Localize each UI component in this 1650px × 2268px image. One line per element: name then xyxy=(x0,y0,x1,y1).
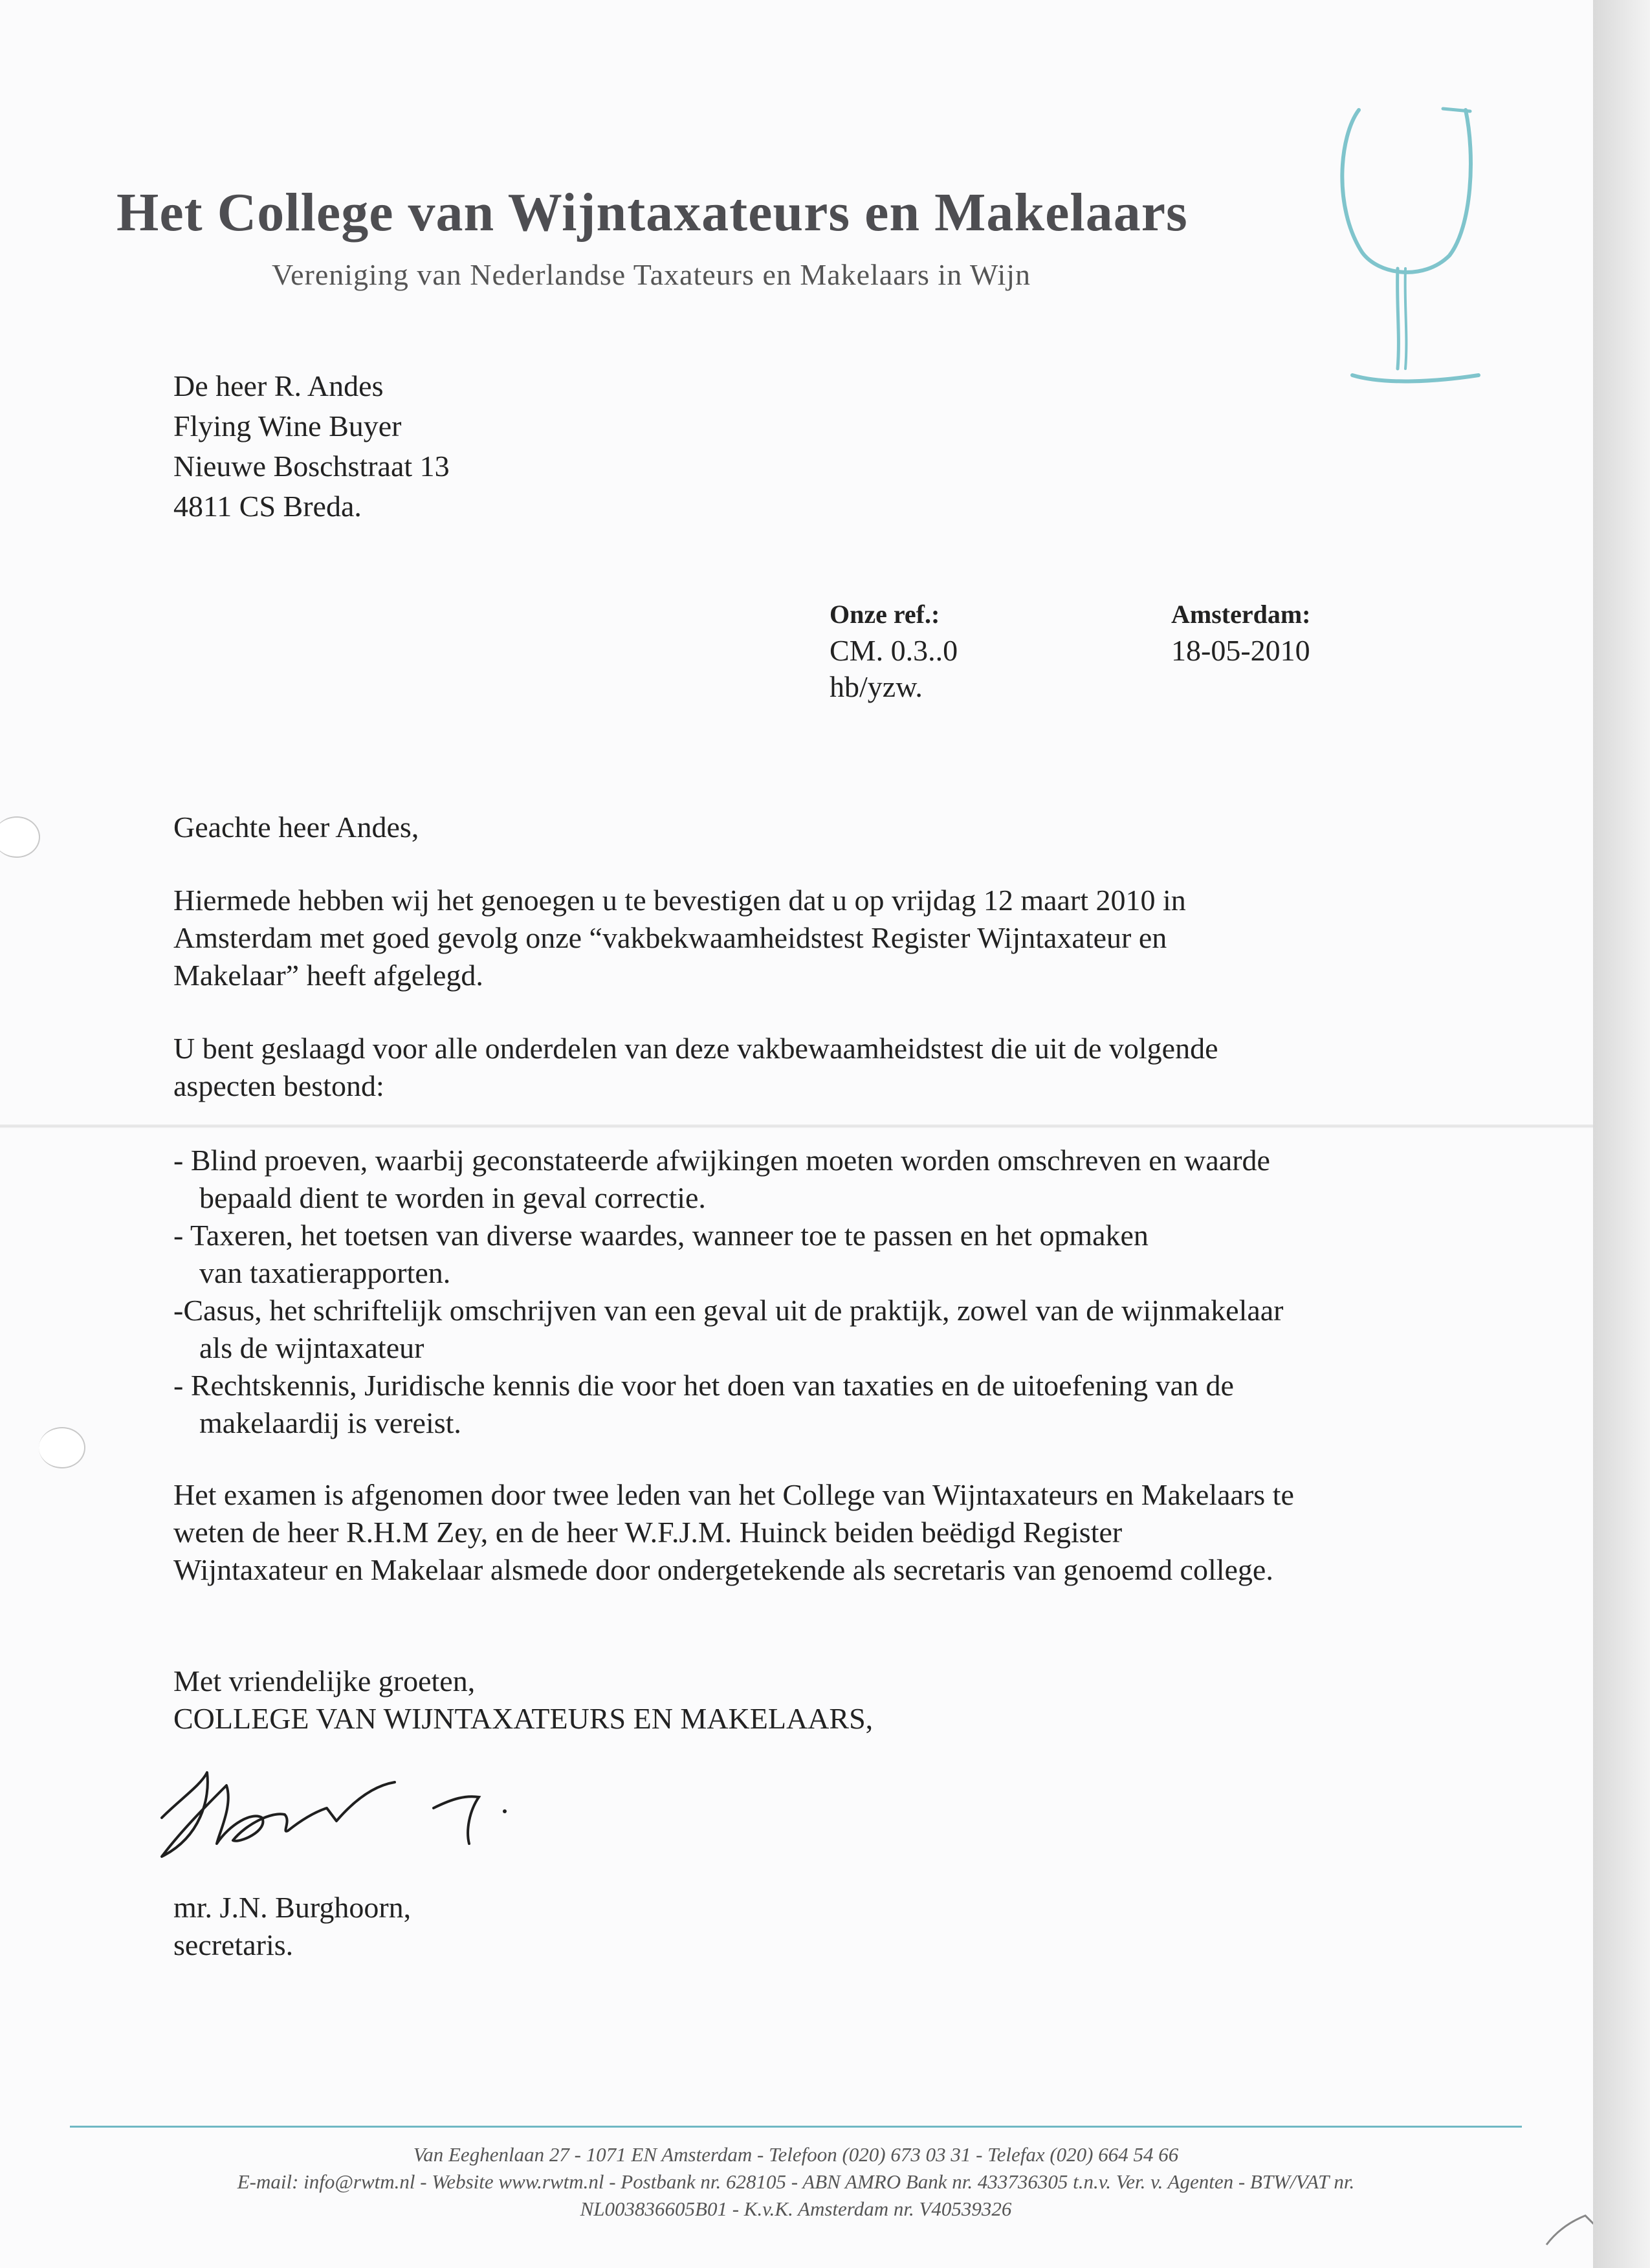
paragraph-line: U bent geslaagd voor alle onderdelen van deze vakbewaamheidstest die uit de volgende xyxy=(173,1032,1218,1065)
list-item: - Taxeren, het toetsen van diverse waardes, wanneer toe te passen en het opmaken xyxy=(173,1219,1149,1252)
paper-fold xyxy=(0,1124,1593,1128)
recipient-address xyxy=(173,366,450,527)
reference-code: CM. 0.3..0 xyxy=(830,634,958,667)
closing-block xyxy=(173,1663,873,1738)
punch-hole-bottom xyxy=(39,1427,85,1468)
handwritten-signature xyxy=(142,1747,544,1876)
torn-corner xyxy=(1540,2199,1598,2251)
letterhead-footer xyxy=(70,2141,1522,2223)
paragraph-line: Het examen is afgenomen door twee leden van het College van Wijntaxateurs en Makelaars te xyxy=(173,1478,1294,1511)
aspects-list xyxy=(173,1142,1284,1442)
wine-glass-icon xyxy=(1333,97,1482,388)
organization-title: Het College van Wijntaxateurs en Makelaars xyxy=(116,182,1188,243)
recipient-city: 4811 CS Breda. xyxy=(173,490,362,523)
recipient-company: Flying Wine Buyer xyxy=(173,409,402,442)
closing-greeting: Met vriendelijke groeten, xyxy=(173,1664,476,1697)
paragraph-line: Makelaar” heeft afgelegd. xyxy=(173,959,483,992)
paragraph-line: Wijntaxateur en Makelaar alsmede door ondergetekende als secretaris van genoemd college. xyxy=(173,1553,1273,1586)
signer-role: secretaris. xyxy=(173,1928,294,1961)
list-item-continuation: makelaardij is vereist. xyxy=(199,1406,461,1439)
list-item-continuation: bepaald dient te worden in geval correctie. xyxy=(199,1181,706,1214)
footer-address-line: Van Eeghenlaan 27 - 1071 EN Amsterdam - Telefoon (020) 673 03 31 - Telefax (020) 664 54 66 xyxy=(413,2143,1179,2166)
salutation: Geachte heer Andes, xyxy=(173,811,419,844)
letter-date: 18-05-2010 xyxy=(1171,634,1310,667)
list-item: -Casus, het schriftelijk omschrijven van een geval uit de praktijk, zowel van de wijnmakelaar xyxy=(173,1294,1284,1327)
reference-block xyxy=(830,596,958,705)
place-date-block xyxy=(1171,596,1311,669)
scanner-background xyxy=(1593,0,1650,2268)
paragraph-line: weten de heer R.H.M Zey, en de heer W.F.J.M. Huinck beiden beëdigd Register xyxy=(173,1516,1123,1549)
footer-registration-line: NL003836605B01 - K.v.K. Amsterdam nr. V40539326 xyxy=(580,2197,1012,2220)
paragraph-line: Amsterdam met goed gevolg onze “vakbekwaamheidstest Register Wijntaxateur en xyxy=(173,921,1167,954)
closing-organization: COLLEGE VAN WIJNTAXATEURS EN MAKELAARS, xyxy=(173,1702,874,1735)
list-item: - Blind proeven, waarbij geconstateerde afwijkingen moeten worden omschreven en waarde xyxy=(173,1144,1270,1177)
footer-contact-line: E-mail: info@rwtm.nl - Website www.rwtm.nl - Postbank nr. 628105 - ABN AMRO Bank nr. 433736305 t.n.v. Ver. v. Agenten - BTW/VAT nr. xyxy=(237,2170,1355,2193)
paragraph-confirmation xyxy=(173,882,1186,994)
reference-initials: hb/yzw. xyxy=(830,670,923,703)
recipient-name: De heer R. Andes xyxy=(173,369,384,402)
paragraph-examiners xyxy=(173,1476,1294,1589)
paragraph-aspects-intro xyxy=(173,1030,1218,1105)
list-item-continuation: als de wijntaxateur xyxy=(199,1331,424,1364)
recipient-street: Nieuwe Boschstraat 13 xyxy=(173,450,450,483)
footer-divider xyxy=(70,2126,1522,2128)
signer-block xyxy=(173,1889,411,1964)
paragraph-line: Hiermede hebben wij het genoegen u te bevestigen dat u op vrijdag 12 maart 2010 in xyxy=(173,884,1186,917)
list-item: - Rechtskennis, Juridische kennis die voor het doen van taxaties en de uitoefening van de xyxy=(173,1369,1234,1402)
signer-name: mr. J.N. Burghoorn, xyxy=(173,1891,412,1924)
reference-label: Onze ref.: xyxy=(830,600,940,629)
place-label: Amsterdam: xyxy=(1171,600,1311,629)
organization-subtitle: Vereniging van Nederlandse Taxateurs en Makelaars in Wijn xyxy=(272,258,1031,291)
paragraph-line: aspecten bestond: xyxy=(173,1069,384,1102)
list-item-continuation: van taxatierapporten. xyxy=(199,1256,451,1289)
punch-hole-top xyxy=(0,816,40,858)
